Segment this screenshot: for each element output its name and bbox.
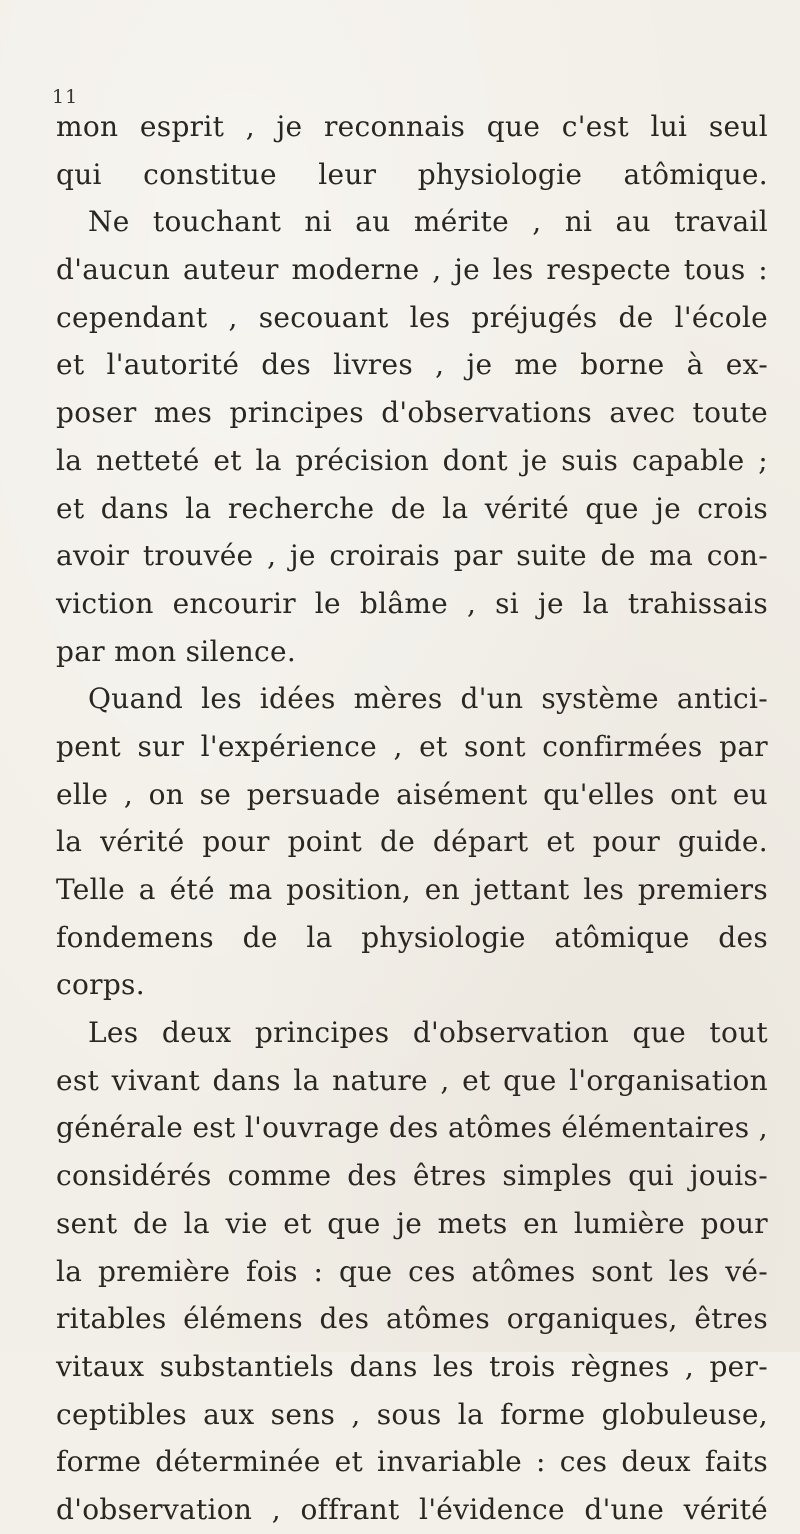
paragraph-end-line: corps. (56, 968, 145, 1002)
body-text (56, 103, 768, 1534)
page-number: 11 (52, 86, 79, 108)
text-line: vitaux substantiels dans les trois règnes , per- (56, 1349, 768, 1383)
text-line: pent sur l'expérience , et sont confirmées par (56, 729, 768, 763)
text-line: ritables élémens des atômes organiques, êtres (56, 1302, 768, 1336)
text-line: elle , on se persuade aisément qu'elles ont eu (56, 777, 768, 811)
text-line: sent de la vie et que je mets en lumière pour (56, 1206, 768, 1240)
text-line: et l'autorité des livres , je me borne à ex- (56, 348, 768, 382)
text-line: d'observation , offrant l'évidence d'une vérité (56, 1492, 768, 1526)
paragraph-start-line: Les deux principes d'observation que tout (88, 1016, 768, 1050)
paragraph-end-line: par mon silence. (56, 634, 297, 668)
text-line: ceptibles aux sens , sous la forme globuleuse, (56, 1397, 768, 1431)
text-line: mon esprit , je reconnais que c'est lui seul (56, 110, 768, 143)
text-line: cependant , secouant les préjugés de l'école (56, 300, 768, 334)
text-line: viction encourir le blâme , si je la trahissais (56, 586, 768, 620)
text-line: d'aucun auteur moderne , je les respecte tous : (56, 253, 768, 287)
paragraph-start-line: Quand les idées mères d'un système antici- (88, 682, 768, 716)
text-line: avoir trouvée , je croirais par suite de ma con- (56, 539, 768, 573)
text-line: qui constitue leur physiologie atômique. (56, 157, 768, 191)
text-line: fondemens de la physiologie atômique des (56, 920, 768, 954)
paragraph-start-line: Ne touchant ni au mérite , ni au travail (88, 205, 768, 239)
text-line: la netteté et la précision dont je suis capable ; (56, 443, 768, 477)
text-line: et dans la recherche de la vérité que je crois (56, 491, 768, 525)
text-line: la première fois : que ces atômes sont les vé- (56, 1254, 768, 1288)
text-line: forme déterminée et invariable : ces deux faits (56, 1445, 768, 1479)
text-line: poser mes principes d'observations avec toute (56, 396, 768, 430)
text-line: est vivant dans la nature , et que l'organisation (56, 1063, 768, 1097)
text-line: la vérité pour point de départ et pour guide. (56, 825, 768, 859)
text-line: Telle a été ma position, en jettant les premiers (56, 873, 768, 906)
text-line: générale est l'ouvrage des atômes élémentaires , (56, 1111, 768, 1145)
text-line: considérés comme des êtres simples qui jouis- (56, 1159, 768, 1193)
